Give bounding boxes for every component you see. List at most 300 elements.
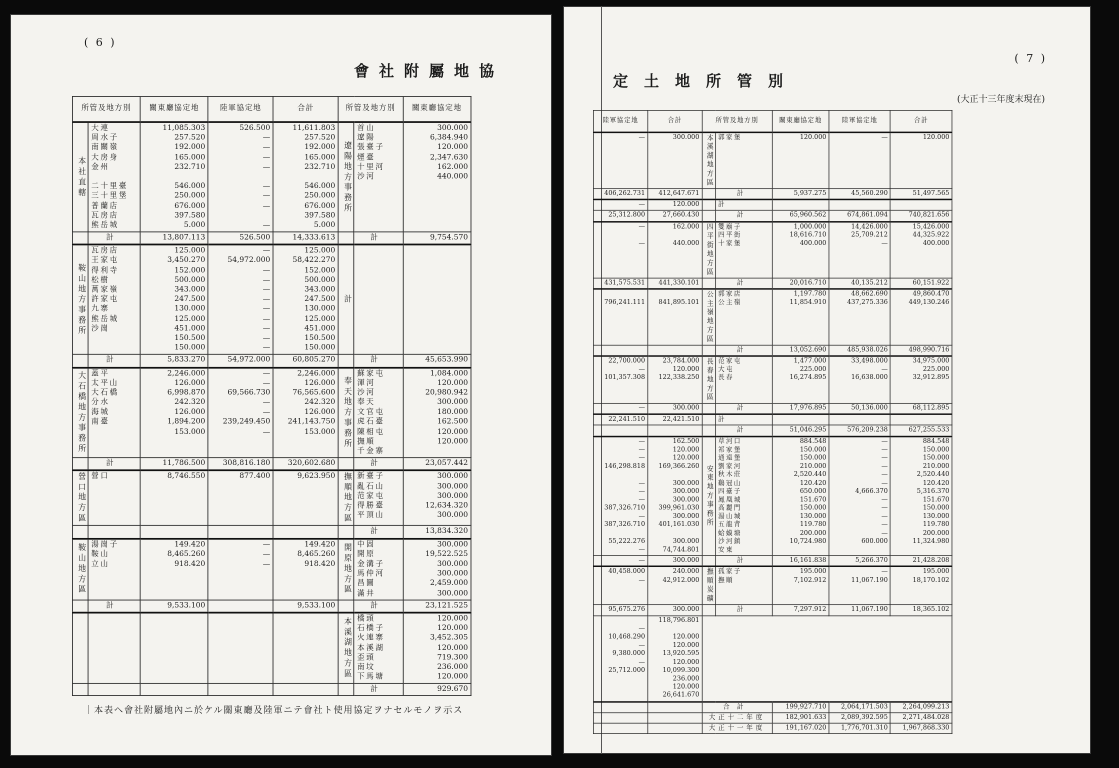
army-values-line: [211, 492, 270, 502]
subtotal-value: 14,333.613: [273, 232, 338, 245]
district-label: 鞍山地方區: [72, 539, 88, 600]
army-values: [208, 245, 273, 355]
grand-total-value: 2,264,099.213: [890, 702, 952, 713]
value-line: [596, 675, 645, 683]
value-line: —: [638, 437, 646, 446]
station-names-line: 平頂山: [357, 511, 385, 520]
station-names-line: [357, 295, 400, 305]
subtotal-value: 20,016.710: [772, 278, 829, 289]
left-total-value: 441,330.101: [648, 278, 702, 289]
station-names-line: 本溪湖: [357, 643, 385, 653]
army-values-line: [211, 569, 270, 579]
station-names: [354, 367, 403, 457]
subtotal-value: 526.500: [208, 232, 273, 245]
kanto-values-line: 300.000: [437, 472, 468, 482]
subtotal-row: [72, 232, 471, 245]
kanto-values: [403, 539, 471, 600]
station-names-line: 千金寨: [357, 446, 385, 456]
kanto-values-line: [143, 589, 205, 599]
subtotal-value: 23,057.442: [403, 458, 471, 471]
col-header: 陸軍協定地: [208, 96, 273, 122]
value-line: 146,298.818: [604, 462, 646, 471]
value-line: —: [638, 365, 646, 374]
table-row: [593, 222, 952, 278]
army-values-line: 54,972.000: [227, 256, 271, 265]
total-values-line: 500.000: [304, 275, 336, 285]
kanto-values-line: 300.000: [437, 491, 468, 501]
subtotal-value: 674,861.094: [829, 211, 890, 222]
kanto-values-line: [143, 501, 205, 511]
army-values-line: —: [262, 427, 271, 437]
army-values-line: 11,067.190: [851, 576, 888, 584]
kanto-values-line: [775, 201, 827, 209]
kanto-values: [140, 367, 208, 457]
kanto-values-line: 11,085.303: [162, 123, 206, 133]
station-names-line: [357, 192, 400, 202]
subtotal-row: [593, 278, 952, 289]
left-army-values: [593, 414, 647, 425]
page-heading-left: 會社附屬地協: [353, 62, 504, 80]
table-row: [72, 367, 471, 457]
empty-cell: [338, 458, 354, 471]
station-names-line: 南關嶺: [91, 143, 119, 152]
year-row: [593, 723, 952, 734]
district-label: 本溪湖地方區: [338, 613, 354, 684]
empty-cell: [338, 232, 354, 245]
col-header: 關東廳協定地: [140, 96, 208, 122]
value-line: 120.000: [672, 365, 700, 374]
district-label: 撫順地方區: [338, 471, 354, 526]
total-values: [890, 289, 952, 345]
army-values-line: —: [881, 462, 888, 471]
right-page: [563, 6, 1091, 754]
value-line: —: [638, 239, 646, 248]
station-names-line: 雙廟子: [718, 223, 742, 231]
subtotal-row: [593, 605, 952, 616]
kanto-values-line: 257.520: [174, 133, 206, 143]
army-values-line: [211, 501, 270, 511]
page-heading-right: 定土地所管別: [613, 72, 800, 90]
total-values-line: 11,611.803: [292, 123, 336, 133]
subtotal-label: 計: [88, 600, 140, 613]
army-values-line: —: [262, 559, 271, 569]
kanto-values-line: 125.000: [174, 314, 206, 324]
value-line: —: [638, 658, 646, 666]
col-header: 合計: [648, 110, 702, 132]
kanto-values-line: 120.000: [437, 378, 468, 388]
value-line: —: [638, 446, 646, 454]
kanto-values: [140, 539, 208, 600]
total-values-line: 451.000: [304, 324, 336, 333]
value-line: —: [638, 625, 646, 633]
army-values-line: —: [262, 540, 271, 549]
army-values-line: —: [881, 446, 888, 454]
station-names-line: 九寨: [91, 304, 110, 314]
station-names-line: 沙河: [357, 172, 376, 182]
value-line: 300.000: [672, 487, 700, 496]
value-line: [650, 290, 699, 298]
value-line: 10,468.290: [608, 633, 646, 641]
total-values-line: 397.580: [304, 211, 336, 220]
army-values-line: [211, 211, 270, 221]
left-total-value: [648, 425, 702, 436]
station-names-line: [91, 344, 137, 354]
kanto-values-line: 200.000: [799, 529, 827, 537]
value-line: 22,241.510: [608, 415, 646, 424]
empty-cell: [338, 526, 354, 539]
station-names-line: 三十里堡: [91, 191, 129, 201]
kanto-values-line: [406, 324, 468, 334]
district-label: 四平街地方區: [702, 222, 716, 278]
subtotal-value: 60,805.270: [273, 355, 338, 368]
kanto-values-line: [143, 172, 205, 182]
value-line: [596, 290, 645, 298]
kanto-values: [403, 122, 471, 232]
year-label: 大正十二年度: [702, 713, 772, 724]
army-values-line: —: [262, 182, 271, 191]
subtotal-label: 計: [715, 425, 772, 436]
left-total-value: [648, 345, 702, 356]
value-line: [596, 692, 645, 700]
kanto-values-line: 11,854.910: [789, 298, 827, 307]
left-army-value: [593, 425, 647, 436]
district-label: 計: [338, 245, 354, 355]
total-values-line: [276, 492, 335, 502]
value-line: 387,326.710: [604, 521, 646, 529]
kanto-values-line: [406, 211, 468, 221]
kanto-values-line: 210.000: [799, 462, 827, 471]
col-header: 陸軍協定地: [829, 110, 890, 132]
subtotal-label: 計: [88, 355, 140, 368]
empty-cell: [72, 355, 88, 368]
subtotal-row: [72, 684, 471, 696]
left-army-value: 406,262.731: [593, 189, 647, 200]
kanto-values: [140, 471, 208, 526]
station-names-line: 大房身: [91, 152, 119, 162]
value-line: 162.000: [672, 223, 700, 231]
kanto-values-line: [406, 305, 468, 315]
table-row: [72, 471, 471, 526]
empty-cell: [648, 702, 702, 713]
army-values-line: 69,566.730: [227, 388, 271, 398]
station-names-line: 二十里臺: [91, 182, 129, 191]
subtotal-value: [273, 526, 338, 539]
total-values-line: 2,246.000: [297, 369, 336, 378]
station-names-line: [357, 314, 400, 324]
kanto-values-line: [143, 569, 205, 579]
total-values-line: 9,623.950: [297, 472, 336, 482]
total-values-line: 676.000: [304, 201, 336, 211]
station-names-line: 四平街: [718, 231, 742, 239]
kanto-values-line: 2,347.630: [429, 152, 468, 162]
value-line: —: [638, 576, 646, 584]
station-names: [354, 245, 403, 355]
army-values-line: [211, 511, 270, 521]
subtotal-value: 45,653.990: [403, 355, 471, 368]
left-total-values: [648, 567, 702, 605]
kanto-values-line: [406, 182, 468, 192]
kanto-values-line: 150.000: [799, 454, 827, 462]
kanto-values-line: 300.000: [437, 559, 468, 569]
army-values-line: [211, 589, 270, 599]
value-line: 40,458.000: [608, 568, 646, 576]
kanto-values-line: [143, 579, 205, 589]
col-header: 陸軍協定地: [593, 110, 647, 132]
district-label: 安東地方事務所: [702, 436, 716, 555]
kanto-values-line: 650.000: [799, 487, 827, 496]
kanto-values-line: 1,197.780: [793, 290, 827, 298]
station-names-line: 瓦房店: [91, 246, 119, 256]
left-army-value: 25,312.800: [593, 211, 647, 222]
station-names-line: 撫順: [718, 576, 734, 584]
army-values-line: [211, 482, 270, 492]
kanto-values-line: 300.000: [437, 511, 468, 520]
col-header: 關東廳協定地: [403, 96, 471, 122]
army-values: [829, 132, 890, 188]
value-line: —: [638, 223, 646, 231]
army-values-line: —: [262, 333, 271, 343]
subtotal-label: 計: [354, 458, 403, 471]
station-names-line: [357, 201, 400, 211]
army-values: [208, 539, 273, 600]
value-line: [650, 471, 699, 479]
value-line: 120.000: [672, 633, 700, 641]
subtotal-label: 計: [354, 600, 403, 613]
value-line: 120.000: [672, 683, 700, 691]
value-line: 120.000: [672, 641, 700, 650]
district-label: 本溪湖地方區: [702, 132, 716, 188]
kanto-values-line: 500.000: [174, 275, 206, 285]
subtotal-value: 13,807.113: [140, 232, 208, 245]
left-total-values: [648, 200, 702, 211]
kanto-values-line: 130.000: [174, 304, 206, 314]
station-names-line: [357, 221, 400, 231]
total-values-line: 257.520: [304, 133, 336, 143]
kanto-values-line: 152.000: [174, 265, 206, 275]
kanto-values-line: 20,980.942: [425, 388, 468, 398]
army-values: [829, 289, 890, 345]
army-values-line: —: [262, 304, 271, 314]
empty-cell: [702, 345, 716, 356]
total-values-line: 152.000: [304, 265, 336, 275]
kanto-values-line: 126.000: [174, 407, 206, 417]
army-values-line: —: [881, 437, 888, 446]
kanto-values: [772, 222, 829, 278]
total-values-line: [276, 482, 335, 492]
kanto-values: [772, 200, 829, 211]
total-values-line: 32,912.895: [912, 374, 950, 382]
subtotal-label: [88, 526, 140, 539]
value-line: [596, 231, 645, 239]
station-names-line: 橋頭: [357, 614, 376, 624]
army-values-line: —: [262, 265, 271, 275]
value-line: [596, 683, 645, 691]
station-names-line: 沙河: [357, 388, 376, 398]
empty-cell: [593, 713, 647, 724]
total-values-line: 2,520.440: [916, 471, 950, 479]
station-names-line: [357, 211, 400, 221]
station-names-line: 松樹: [91, 275, 110, 285]
value-line: 120.000: [672, 454, 700, 462]
station-names-line: [91, 492, 137, 502]
page-number-right: ( 7 ): [1014, 52, 1047, 65]
district-label: 遼陽地方事務所: [338, 122, 354, 232]
kanto-values: [772, 132, 829, 188]
station-names-line: 張臺子: [357, 143, 385, 152]
kanto-values-line: 120.420: [799, 479, 827, 487]
subtotal-row: [72, 355, 471, 368]
total-values-line: 120.000: [922, 133, 950, 142]
empty-cell: [648, 723, 702, 734]
total-values-line: 15,426.000: [912, 223, 950, 231]
army-values: [829, 414, 890, 425]
kanto-values-line: [406, 256, 468, 266]
kanto-values-line: 300.000: [437, 569, 468, 579]
subtotal-label: 計: [715, 278, 772, 289]
value-line: [596, 471, 645, 479]
subtotal-value: 21,428.208: [890, 556, 952, 567]
total-values-line: 11,324.980: [912, 537, 950, 546]
kanto-values-line: 1,477.000: [793, 357, 827, 365]
empty-cell: [702, 605, 716, 616]
kanto-values-line: 546.000: [174, 182, 206, 191]
left-army-value: —: [593, 556, 647, 567]
station-names: [88, 245, 140, 355]
total-values-line: 242.320: [304, 398, 336, 407]
station-names-line: [91, 447, 137, 457]
subtotal-value: [140, 684, 208, 696]
table-row: [593, 200, 952, 211]
empty-cell: [72, 684, 88, 696]
army-values-line: —: [262, 343, 271, 353]
grand-total-label: 合計: [702, 702, 772, 713]
subtotal-value: 308,816.180: [208, 458, 273, 471]
value-line: 169,366.260: [658, 462, 700, 471]
kanto-values-line: 2,459.000: [429, 579, 468, 588]
station-names-line: [91, 427, 137, 437]
army-values-line: —: [262, 378, 271, 388]
table-row: [593, 356, 952, 403]
army-values: [829, 567, 890, 605]
station-names-line: [357, 305, 400, 315]
station-names-line: 熊岳城: [91, 220, 119, 230]
total-values: [273, 471, 338, 526]
subtotal-label: 計: [715, 345, 772, 356]
station-names-line: [91, 501, 137, 511]
station-names: [715, 200, 772, 211]
kanto-values-line: [143, 511, 205, 521]
value-line: [650, 529, 699, 537]
total-values-line: 150.500: [304, 333, 336, 343]
grand-total-value: 199,927.710: [772, 702, 829, 713]
station-names-line: 大石橋: [91, 388, 119, 398]
value-line: [596, 529, 645, 537]
subtotal-value: 5,266.370: [829, 556, 890, 567]
total-values-line: [276, 501, 335, 511]
value-line: 10,099.300: [662, 666, 700, 675]
kanto-values-line: 150.000: [174, 343, 206, 353]
station-names-line: 金州: [91, 162, 110, 172]
station-names-line: 郭家堡: [718, 133, 742, 142]
total-values-line: 232.710: [304, 162, 336, 172]
station-names: [354, 122, 403, 232]
subtotal-value: 929.670: [403, 684, 471, 696]
table-row: [72, 122, 471, 232]
value-line: 122,338.250: [658, 374, 700, 382]
kanto-values-line: 300.000: [437, 123, 468, 133]
subtotal-label: 計: [354, 232, 403, 245]
station-names-line: 開原: [357, 549, 376, 559]
value-line: —: [638, 454, 646, 462]
district-label: 撫順炭礦: [702, 567, 716, 605]
army-values-line: 33,498.000: [851, 357, 888, 365]
station-names-line: 王家屯: [91, 256, 119, 265]
station-names-line: 普蘭店: [91, 201, 119, 211]
kanto-values-line: [406, 334, 468, 344]
kanto-values-line: 120.000: [437, 143, 468, 152]
subtotal-value: 60,151.922: [890, 278, 952, 289]
station-names-line: 大屯: [718, 365, 734, 374]
value-line: —: [638, 641, 646, 650]
station-names: [88, 367, 140, 457]
value-line: —: [638, 133, 646, 142]
station-names-line: 萬家嶺: [91, 285, 119, 294]
army-values: [829, 436, 890, 555]
army-values-line: —: [881, 454, 888, 462]
total-values-line: 884.548: [922, 437, 950, 446]
total-values-line: 400.000: [922, 239, 950, 248]
army-values-line: —: [262, 162, 271, 172]
total-values: [273, 539, 338, 600]
subtotal-value: 17,976.895: [772, 403, 829, 414]
station-names-line: [91, 172, 137, 182]
subtotal-value: 50,136.000: [829, 403, 890, 414]
army-values: [829, 200, 890, 211]
station-names-line: 公主嶺: [718, 298, 742, 307]
total-values-line: 5.000: [313, 220, 336, 230]
army-values-line: —: [262, 152, 271, 162]
year-label: 大正十一年度: [702, 723, 772, 734]
value-line: 300.000: [672, 537, 700, 546]
army-values-line: 437,275.336: [847, 298, 888, 307]
army-values-line: —: [262, 369, 271, 378]
kanto-values-line: 153.000: [174, 427, 206, 437]
army-values-line: —: [881, 512, 888, 521]
total-values: [273, 367, 338, 457]
table-row: [72, 245, 471, 355]
value-line: 162.500: [672, 437, 700, 446]
col-header: 所管及地方別: [338, 96, 403, 122]
empty-cell: [648, 713, 702, 724]
army-values-line: —: [881, 521, 888, 529]
col-header: 合計: [890, 110, 952, 132]
subtotal-label: 計: [354, 684, 403, 696]
empty-cell: [273, 613, 338, 684]
value-line: 23,784.000: [662, 357, 700, 365]
total-values-line: [893, 416, 949, 424]
army-values: [208, 471, 273, 526]
kanto-values-line: 195.000: [799, 568, 827, 576]
army-values-line: —: [262, 201, 271, 211]
army-values-line: —: [262, 133, 271, 143]
left-total-values: [648, 356, 702, 403]
kanto-values-line: 884.548: [799, 437, 827, 446]
station-names-line: 文官屯: [357, 407, 385, 417]
army-values-line: [211, 172, 270, 182]
year-value: 1,776,701.310: [829, 723, 890, 734]
subtotal-label: 計: [715, 211, 772, 222]
total-values-line: 546.000: [304, 182, 336, 191]
